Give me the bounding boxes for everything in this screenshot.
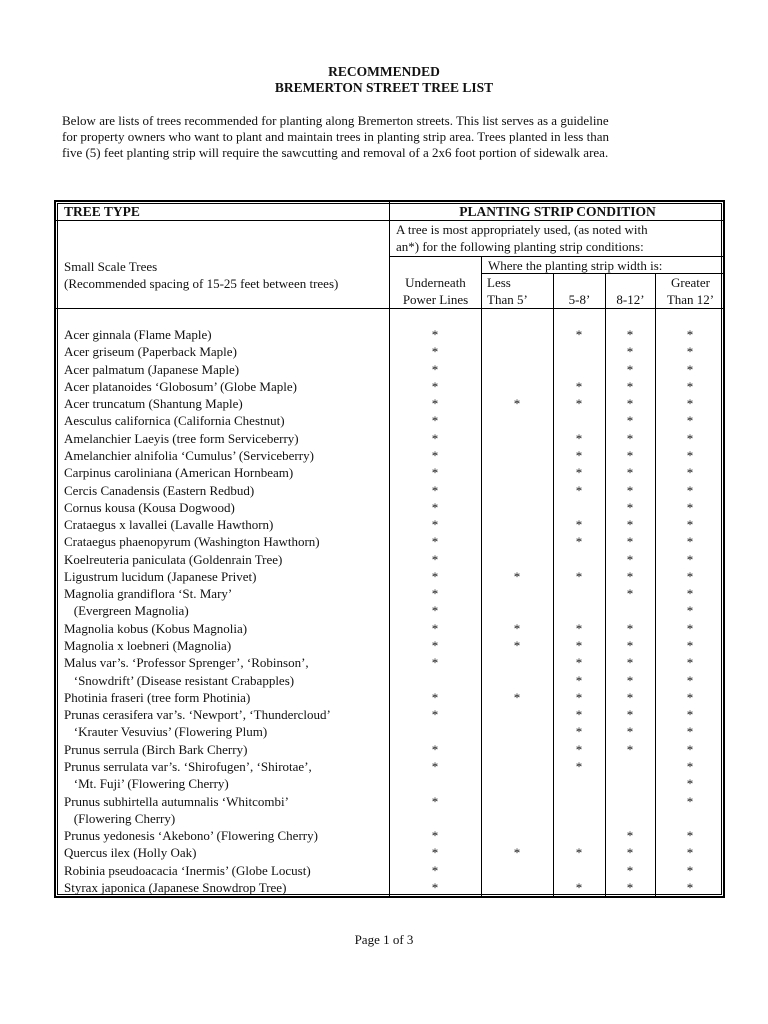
- table-row: [56, 689, 723, 706]
- condition-mark: *: [626, 707, 634, 723]
- condition-mark: *: [686, 741, 694, 757]
- condition-mark: *: [626, 465, 634, 481]
- tree-name: Malus var’s. ‘Professor Sprenger’, ‘Robinson’,: [64, 655, 309, 671]
- condition-mark: *: [686, 707, 694, 723]
- tree-name: Acer palmatum (Japanese Maple): [64, 361, 240, 377]
- power-lines-header-2: Power Lines: [402, 292, 469, 307]
- condition-mark: *: [513, 638, 521, 654]
- condition-mark: *: [686, 689, 694, 705]
- condition-mark: *: [686, 568, 694, 584]
- condition-mark: *: [431, 759, 439, 774]
- condition-mark: *: [575, 430, 583, 446]
- condition-mark: *: [626, 620, 634, 636]
- tree-name: ‘Snowdrift’ (Disease resistant Crabapples): [64, 672, 295, 688]
- condition-mark: *: [431, 793, 439, 809]
- condition-mark: *: [686, 327, 694, 342]
- condition-mark: *: [686, 344, 694, 360]
- condition-mark: *: [686, 879, 694, 895]
- condition-mark: *: [431, 465, 439, 481]
- condition-mark: *: [626, 586, 634, 602]
- tree-name: Acer platanoides ‘Globosum’ (Globe Maple): [64, 378, 297, 394]
- less-than-5-header-2: Than 5’: [487, 292, 528, 307]
- tree-name: Prunus serrulata var’s. ‘Shirofugen’, ‘Shirotae’,: [64, 759, 312, 774]
- condition-mark: *: [575, 759, 583, 774]
- condition-mark: *: [626, 447, 634, 463]
- tree-name: ‘Krauter Vesuvius’ (Flowering Plum): [64, 724, 268, 740]
- width-8-12-header: 8-12’: [616, 292, 645, 307]
- condition-mark: *: [626, 482, 634, 498]
- table-row: [56, 568, 723, 585]
- condition-mark: *: [686, 724, 694, 740]
- table-row: [56, 361, 723, 378]
- condition-mark: *: [575, 534, 583, 550]
- tree-name: Ligustrum lucidum (Japanese Privet): [64, 568, 257, 584]
- tree-name: Koelreuteria paniculata (Goldenrain Tree): [64, 551, 283, 567]
- intro-line: five (5) feet planting strip will require the sawcutting and removal of a 2x6 foot portion of sidewalk area.: [62, 145, 609, 160]
- tree-name: Photinia fraseri (tree form Photinia): [64, 689, 251, 705]
- condition-mark: *: [431, 517, 439, 533]
- condition-mark: *: [626, 327, 634, 342]
- table-row: [56, 430, 723, 447]
- tree-type-header: TREE TYPE: [64, 204, 140, 219]
- condition-mark: *: [686, 447, 694, 463]
- table-row: [56, 326, 723, 343]
- tree-name: Amelanchier alnifolia ‘Cumulus’ (Serviceberry): [64, 447, 314, 463]
- condition-mark: *: [686, 396, 694, 412]
- condition-mark: *: [431, 862, 439, 878]
- table-row: [56, 551, 723, 568]
- condition-mark: *: [431, 551, 439, 567]
- condition-mark: *: [431, 879, 439, 895]
- condition-mark: *: [626, 378, 634, 394]
- tree-name: Prunas cerasifera var’s. ‘Newport’, ‘Thundercloud’: [64, 707, 331, 723]
- table-row: [56, 637, 723, 654]
- power-lines-header-1: Underneath: [405, 275, 466, 290]
- condition-mark: *: [686, 655, 694, 671]
- condition-mark: *: [626, 879, 634, 895]
- condition-mark: *: [431, 655, 439, 671]
- page-number: Page 1 of 3: [354, 932, 414, 947]
- table-row: [56, 602, 723, 619]
- condition-mark: *: [431, 638, 439, 654]
- table-row: [56, 723, 723, 740]
- table-row: [56, 620, 723, 637]
- condition-mark: *: [431, 845, 439, 861]
- condition-mark: *: [513, 845, 521, 861]
- tree-name: Carpinus caroliniana (American Hornbeam): [64, 465, 294, 481]
- condition-mark: *: [431, 482, 439, 498]
- condition-mark: *: [431, 430, 439, 446]
- condition-mark: *: [575, 482, 583, 498]
- table-row: [56, 343, 723, 360]
- intro-line: for property owners who want to plant and maintain trees in planting strip area. Trees planted in less than: [62, 129, 609, 144]
- tree-name: Crataegus phaenopyrum (Washington Hawthorn): [64, 534, 320, 550]
- width-5-8-header: 5-8’: [568, 292, 591, 307]
- tree-name: Cercis Canadensis (Eastern Redbud): [64, 482, 255, 498]
- less-than-5-header-1: Less: [487, 275, 511, 290]
- condition-mark: *: [686, 517, 694, 533]
- tree-name: (Evergreen Magnolia): [64, 603, 189, 619]
- condition-mark: *: [686, 551, 694, 567]
- condition-mark: *: [575, 396, 583, 412]
- table-row: [56, 862, 723, 879]
- condition-mark: *: [626, 413, 634, 429]
- condition-mark: *: [626, 828, 634, 844]
- condition-mark: *: [686, 499, 694, 515]
- tree-name: Prunus subhirtella autumnalis ‘Whitcombi’: [64, 793, 289, 809]
- condition-mark: *: [686, 430, 694, 446]
- condition-mark: *: [513, 396, 521, 412]
- table-row: [56, 654, 723, 671]
- condition-mark: *: [575, 655, 583, 671]
- condition-mark: *: [575, 568, 583, 584]
- condition-mark: *: [513, 568, 521, 584]
- table-row: [56, 879, 723, 896]
- condition-mark: *: [431, 586, 439, 602]
- condition-mark: *: [626, 361, 634, 377]
- condition-mark: *: [686, 482, 694, 498]
- condition-mark: *: [626, 724, 634, 740]
- tree-name: Robinia pseudoacacia ‘Inermis’ (Globe Locust): [64, 862, 311, 878]
- condition-mark: *: [626, 638, 634, 654]
- table-row: [56, 412, 723, 429]
- condition-mark: *: [686, 620, 694, 636]
- condition-mark: *: [686, 534, 694, 550]
- condition-mark: *: [431, 828, 439, 844]
- table-row: [56, 741, 723, 758]
- condition-mark: *: [431, 499, 439, 515]
- table-row: [56, 827, 723, 844]
- condition-mark: *: [513, 620, 521, 636]
- condition-mark: *: [575, 378, 583, 394]
- condition-mark: *: [575, 689, 583, 705]
- table-row: [56, 395, 723, 412]
- condition-mark: *: [686, 793, 694, 809]
- condition-mark: *: [626, 672, 634, 688]
- condition-note-line1: A tree is most appropriately used, (as noted with: [396, 222, 648, 237]
- condition-note-line2: an*) for the following planting strip conditions:: [396, 239, 644, 254]
- condition-mark: *: [431, 741, 439, 757]
- width-note: Where the planting strip width is:: [488, 258, 663, 273]
- condition-mark: *: [575, 517, 583, 533]
- condition-mark: *: [575, 447, 583, 463]
- condition-mark: *: [431, 689, 439, 705]
- condition-mark: *: [686, 759, 694, 774]
- planting-strip-condition-header: PLANTING STRIP CONDITION: [459, 204, 656, 219]
- tree-name: Amelanchier Laeyis (tree form Serviceberry): [64, 430, 299, 446]
- table-row: [56, 844, 723, 861]
- condition-mark: *: [686, 603, 694, 619]
- condition-mark: *: [575, 879, 583, 895]
- tree-name: Quercus ilex (Holly Oak): [64, 845, 197, 861]
- condition-mark: *: [431, 707, 439, 723]
- greater-than-12-header-2: Than 12’: [666, 292, 715, 307]
- table-row: [56, 793, 723, 810]
- condition-mark: *: [575, 327, 583, 342]
- condition-mark: *: [626, 741, 634, 757]
- condition-mark: *: [686, 465, 694, 481]
- condition-mark: *: [626, 430, 634, 446]
- group-title: Small Scale Trees: [64, 259, 158, 274]
- table-row: [56, 533, 723, 550]
- table-row: [56, 464, 723, 481]
- tree-name: Prunus yedonesis ‘Akebono’ (Flowering Cherry): [64, 828, 318, 844]
- condition-mark: *: [575, 845, 583, 861]
- table-row: [56, 516, 723, 533]
- tree-name: Prunus serrula (Birch Bark Cherry): [64, 741, 248, 757]
- intro-line: Below are lists of trees recommended for planting along Bremerton streets. This list serves as a guideline: [62, 113, 609, 128]
- condition-mark: *: [686, 586, 694, 602]
- condition-mark: *: [686, 845, 694, 861]
- condition-mark: *: [626, 551, 634, 567]
- document-title-line1: RECOMMENDED: [328, 64, 440, 79]
- tree-name: Magnolia x loebneri (Magnolia): [64, 638, 232, 654]
- condition-mark: *: [431, 361, 439, 377]
- condition-mark: *: [626, 845, 634, 861]
- condition-mark: *: [626, 534, 634, 550]
- condition-mark: *: [431, 344, 439, 360]
- condition-mark: *: [575, 620, 583, 636]
- condition-mark: *: [626, 655, 634, 671]
- tree-list-table: [54, 200, 725, 898]
- table-row: [56, 758, 723, 775]
- condition-mark: *: [626, 499, 634, 515]
- group-spacing-note: (Recommended spacing of 15-25 feet between trees): [64, 276, 339, 291]
- condition-mark: *: [626, 568, 634, 584]
- condition-mark: *: [626, 862, 634, 878]
- condition-mark: *: [626, 396, 634, 412]
- condition-mark: *: [686, 776, 694, 792]
- tree-name: Magnolia kobus (Kobus Magnolia): [64, 620, 248, 636]
- greater-than-12-header-1: Greater: [671, 275, 710, 290]
- table-row: [56, 447, 723, 464]
- condition-mark: *: [686, 638, 694, 654]
- table-row: [56, 482, 723, 499]
- tree-name: Cornus kousa (Kousa Dogwood): [64, 499, 235, 515]
- tree-name: ‘Mt. Fuji’ (Flowering Cherry): [64, 776, 229, 792]
- condition-mark: *: [431, 603, 439, 619]
- condition-mark: *: [686, 828, 694, 844]
- tree-name: Styrax japonica (Japanese Snowdrop Tree): [64, 879, 287, 895]
- table-row: [56, 499, 723, 516]
- tree-name: Acer griseum (Paperback Maple): [64, 344, 237, 360]
- document-title-line2: BREMERTON STREET TREE LIST: [274, 80, 494, 95]
- tree-name: Acer truncatum (Shantung Maple): [64, 396, 243, 412]
- condition-mark: *: [626, 344, 634, 360]
- table-row: [56, 810, 723, 827]
- tree-name: Acer ginnala (Flame Maple): [64, 327, 212, 342]
- condition-mark: *: [431, 327, 439, 342]
- tree-name: Crataegus x lavallei (Lavalle Hawthorn): [64, 517, 274, 533]
- table-row: [56, 706, 723, 723]
- condition-mark: *: [431, 396, 439, 412]
- condition-mark: *: [626, 517, 634, 533]
- condition-mark: *: [575, 465, 583, 481]
- condition-mark: *: [686, 672, 694, 688]
- condition-mark: *: [431, 378, 439, 394]
- table-row: [56, 585, 723, 602]
- condition-mark: *: [626, 689, 634, 705]
- condition-mark: *: [575, 707, 583, 723]
- condition-mark: *: [431, 568, 439, 584]
- condition-mark: *: [686, 378, 694, 394]
- condition-mark: *: [575, 741, 583, 757]
- condition-mark: *: [431, 534, 439, 550]
- tree-name: Magnolia grandiflora ‘St. Mary’: [64, 586, 233, 602]
- condition-mark: *: [686, 413, 694, 429]
- condition-mark: *: [686, 862, 694, 878]
- table-row: [56, 672, 723, 689]
- condition-mark: *: [513, 689, 521, 705]
- condition-mark: *: [431, 413, 439, 429]
- tree-name: Aesculus californica (California Chestnut): [64, 413, 285, 429]
- tree-name: (Flowering Cherry): [64, 810, 176, 826]
- condition-mark: *: [686, 361, 694, 377]
- condition-mark: *: [431, 620, 439, 636]
- condition-mark: *: [575, 672, 583, 688]
- condition-mark: *: [575, 638, 583, 654]
- table-row: [56, 378, 723, 395]
- condition-mark: *: [431, 447, 439, 463]
- condition-mark: *: [575, 724, 583, 740]
- intro-paragraph: [62, 113, 712, 161]
- table-row: [56, 775, 723, 792]
